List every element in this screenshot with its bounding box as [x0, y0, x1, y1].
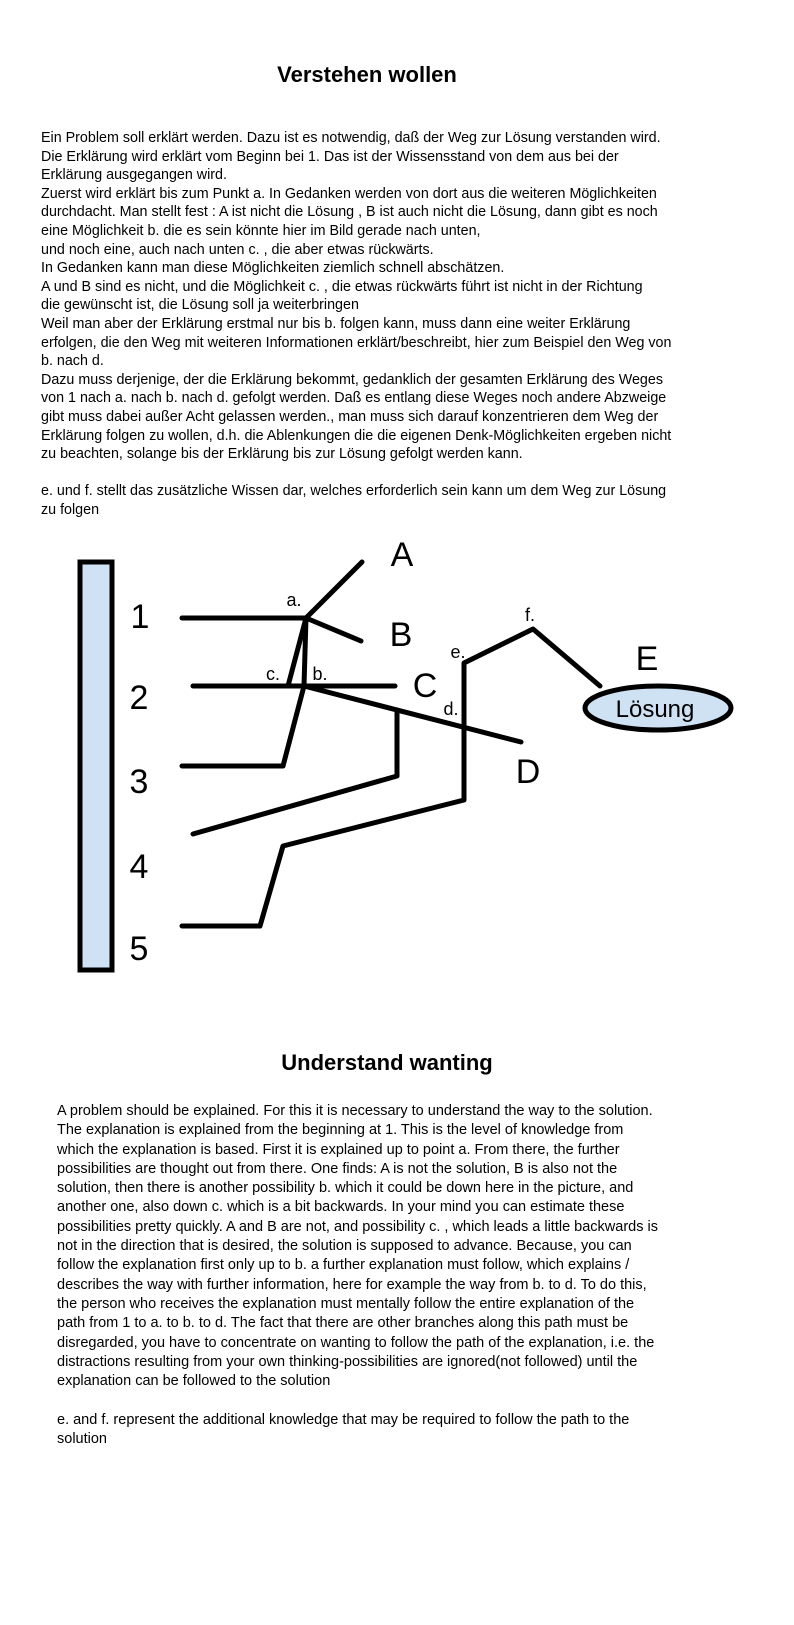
level-label: 4 — [129, 848, 149, 886]
english-body-text: A problem should be explained. For this it is necessary to understand the way to the solution. The explanation is explained from the beginning at 1. This is the level of knowledge from which the explanation is based. First it is explained up to point a. From there, the further possibilities are thought out from there. One finds: A is not the solution, B is also not the solution, then there is another possibility b. which it could be down here in the picture, and another one, also down c. which is a bit backwards. In your mind you can estimate these possibilities pretty quickly. A and B are not, and possibility c. , which leads a little backwards is not in the direction that is desired, the solution is supposed to advance. Because, you can follow the explanation first only up to b. a further explanation must follow, which explains / describes the way with further information, here for example the way from b. to d. To do this, the person who receives the explanation must mentally follow the entire explanation of the path from 1 to a. to b. to d. The fact that there are other branches along this path must be disregarded, you have to concentrate on wanting to follow the path of the explanation, i.e. the distractions resulting from your own thinking-possibilities are ignored(not followed) until the explanation can be followed to the solution e. and f. represent the additional knowledge that may be required to follow the path to the solution — [57, 1103, 658, 1448]
option-label: C — [412, 667, 438, 705]
option-label: E — [635, 640, 659, 678]
level-label: 5 — [129, 930, 149, 968]
german-body-text: Ein Problem soll erklärt werden. Dazu ist es notwendig, daß der Weg zur Lösung verstanden wird. Die Erklärung wird erklärt vom Beginn bei 1. Das ist der Wissensstand von dem aus bei der Erklärung ausgegangen wird. Zuerst wird erklärt bis zum Punkt a. In Gedanken werden von dort aus die weiteren Möglichkeiten durchdacht. Man stellt fest : A ist nicht die Lösung , B ist auch nicht die Lösung, dann gibt es noch eine Möglichkeit b. die es sein könnte hier im Bild gerade nach unten, und noch eine, auch nach unten c. , die aber etwas rückwärts. In Gedanken kann man diese Möglichkeiten ziemlich schnell abschätzen. A und B sind es nicht, und die Möglichkeit c. , die etwas rückwärts führt ist nicht in der Richtung die gewünscht ist, die Lösung soll ja weiterbringen Weil man aber der Erklärung erstmal nur bis b. folgen kann, muss dann eine weiter Erklärung erfolgen, die den Weg mit weiteren Informationen erklärt/beschreibt, hier zum Beispiel den Weg von b. nach d. Dazu muss derjenige, der die Erklärung bekommt, gedanklich der gesamten Erklärung des Weges von 1 nach a. nach b. nach d. gefolgt werden. Daß es entlang diese Weges noch andere Abzweige gibt muss dabei außer Acht gelassen werden., man muss sich darauf konzentrieren dem Weg der Erklärung folgen zu wollen, d.h. die Ablenkungen die die eigenen Denk-Möglichkeiten ergeben nicht zu beachten, solange bis der Erklärung bis zur Lösung gefolgt werden kann. e. und f. stellt das zusätzliche Wissen dar, welches erforderlich sein kann um dem Weg zur Lösung zu folgen — [41, 130, 672, 518]
english-title: Understand wanting — [281, 1050, 493, 1075]
option-label: B — [389, 616, 413, 654]
knowledge-level-bar — [80, 562, 112, 970]
explanation-path-diagram — [0, 540, 794, 990]
path-line-a-down — [304, 618, 306, 686]
point-label: a. — [286, 590, 302, 610]
german-title: Verstehen wollen — [277, 62, 457, 87]
point-label: b. — [312, 664, 328, 684]
point-label: e. — [450, 642, 466, 662]
solution-label: Lösung — [615, 696, 695, 723]
path-line-level-3 — [182, 686, 304, 766]
point-label: c. — [265, 664, 281, 684]
level-label: 3 — [129, 763, 149, 801]
option-label: D — [515, 753, 541, 791]
branch-line-b-upper — [306, 618, 361, 641]
option-label: A — [390, 540, 414, 574]
point-label: f. — [524, 605, 536, 625]
level-label: 1 — [130, 598, 150, 636]
level-label: 2 — [129, 679, 149, 717]
branch-line-a — [306, 562, 362, 618]
point-label: d. — [443, 699, 459, 719]
